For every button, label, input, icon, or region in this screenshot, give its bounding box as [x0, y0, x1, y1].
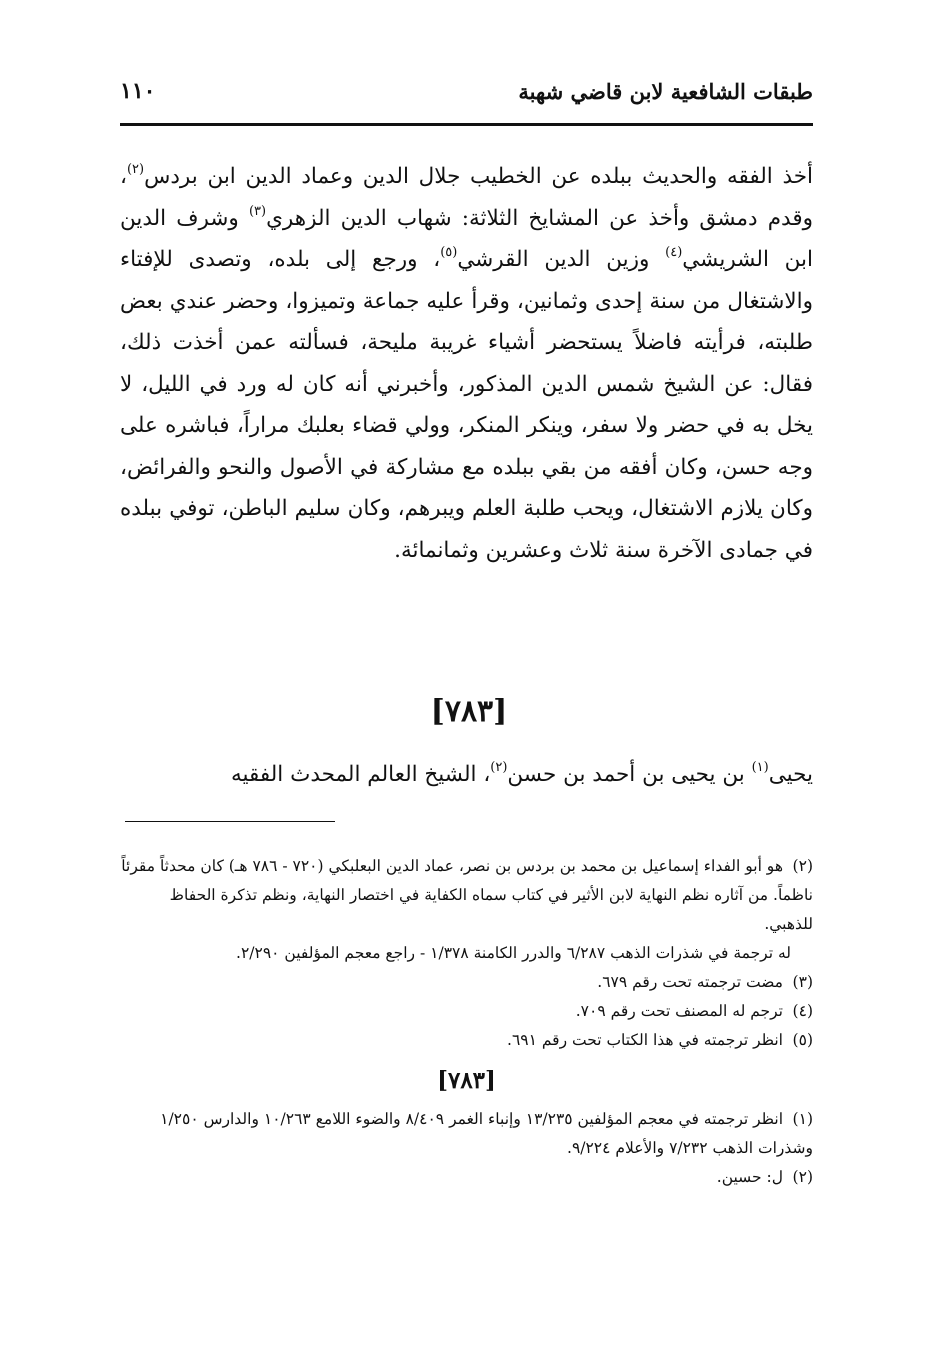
footnote-text: هو أبو الفداء إسماعيل بن محمد بن بردس بن نصر، عماد الدين البعلبكي (٧٢٠ - ٧٨٦ هـ) كان محدثاً مقرئاً ناظماً. من آثاره نظم النهاية لابن الأثير في كتاب سماه الكفاية في اختصار النهاية، ونظم تذكرة الحفاظ للذهبي.	[121, 857, 813, 933]
running-header	[120, 62, 813, 120]
text-segment: ، ورجع إلى بلده، وتصدى للإفتاء والاشتغال من سنة إحدى وثمانين، وقرأ عليه جماعة وتميزوا، وحضر عندي بعض طلبته، فرأيته فاضلاً يستحضر أشياء غريبة مليحة، فسألته عمن أخذت ذلك، فقال: عن الشيخ شمس الدين المذكور، وأخبرني أنه كان له ورد في الليل، لا يخل به في حضر ولا سفر، وينكر المنكر، وولي قضاء بعلبك مراراً، فباشره على وجه حسن، وكان أفقه من بقي ببلده مع مشاركة في الأصول والنحو والفرائض، وكان يلازم الاشتغال، ويحب طلبة العلم ويبرهم، وكان سليم الباطن، توفي ببلده في جمادى الآخرة سنة ثلاث وعشرين وثمانمائة.	[120, 247, 813, 563]
entry-lineage: بن يحيى بن أحمد بن حسن	[507, 762, 752, 787]
footnote-text: ل: حسين.	[716, 1168, 783, 1186]
page-number: ١١٠	[120, 78, 156, 104]
footnote	[120, 997, 813, 1026]
entry-epithet: ، الشيخ العالم المحدث الفقيه	[230, 762, 491, 787]
footnote-ref: (٣)	[248, 203, 267, 219]
footnote-mark: (٥)	[792, 1031, 813, 1049]
footnote-mark: (٤)	[792, 1002, 813, 1020]
text-segment: وزين الدين القرشي	[457, 247, 666, 272]
footnote-entry-heading: [٧٨٣]	[437, 1067, 496, 1094]
footnote-ref: (٢)	[126, 162, 145, 177]
entry-opening-line	[120, 755, 813, 795]
footnote-text: ترجم له المصنف تحت رقم ٧٠٩.	[575, 1002, 783, 1020]
footnote-text: انظر ترجمته في معجم المؤلفين ١٣/٢٣٥ وإنباء الغمر ٨/٤٠٩ والضوء اللامع ١٠/٢٦٣ والدارس ١/٢٥٠ وشذرات الذهب ٧/٢٣٢ والأعلام ٩/٢٢٤.	[160, 1110, 813, 1157]
footnote	[120, 1163, 813, 1192]
footnote-text: انظر ترجمته في هذا الكتاب تحت رقم ٦٩١.	[507, 1031, 783, 1049]
footnote-continuation: له ترجمة في شذرات الذهب ٦/٢٨٧ والدرر الكامنة ١/٣٧٨ - راجع معجم المؤلفين ٢/٢٩٠.	[236, 944, 791, 962]
biography-paragraph	[120, 156, 813, 571]
footnote-text: مضت ترجمته تحت رقم ٦٧٩.	[597, 973, 783, 991]
text-segment: أخذ الفقه والحديث ببلده عن الخطيب جلال الدين وعماد الدين ابن بردس	[144, 164, 813, 189]
footnote	[120, 968, 813, 997]
footnote-separator	[125, 821, 335, 822]
entry-number: [٧٨٣]	[430, 694, 508, 729]
footnotes	[120, 852, 813, 1192]
running-title: طبقات الشافعية لابن قاضي شهبة	[518, 78, 813, 104]
main-text	[120, 156, 813, 571]
footnote-ref: (٤)	[665, 245, 683, 260]
footnote-ref: (٢)	[490, 760, 508, 775]
text-segment: وشرف الدين ابن الشريشي	[120, 205, 814, 272]
footnote-mark: (١)	[792, 1110, 813, 1128]
footnote-ref: (١)	[751, 760, 769, 775]
text-segment: ، وقدم دمشق وأخذ عن المشايخ الثلاثة: شهاب الدين الزهري	[120, 164, 813, 231]
footnote	[120, 1105, 813, 1163]
entry-name: يحيى	[768, 762, 813, 787]
footnote-mark: (٣)	[792, 973, 813, 991]
footnote	[120, 852, 813, 939]
footnote	[120, 1026, 813, 1055]
footnote-mark: (٢)	[792, 1168, 813, 1186]
header-rule	[120, 123, 813, 126]
footnote-ref: (٥)	[440, 245, 458, 260]
footnote-mark: (٢)	[792, 857, 813, 875]
